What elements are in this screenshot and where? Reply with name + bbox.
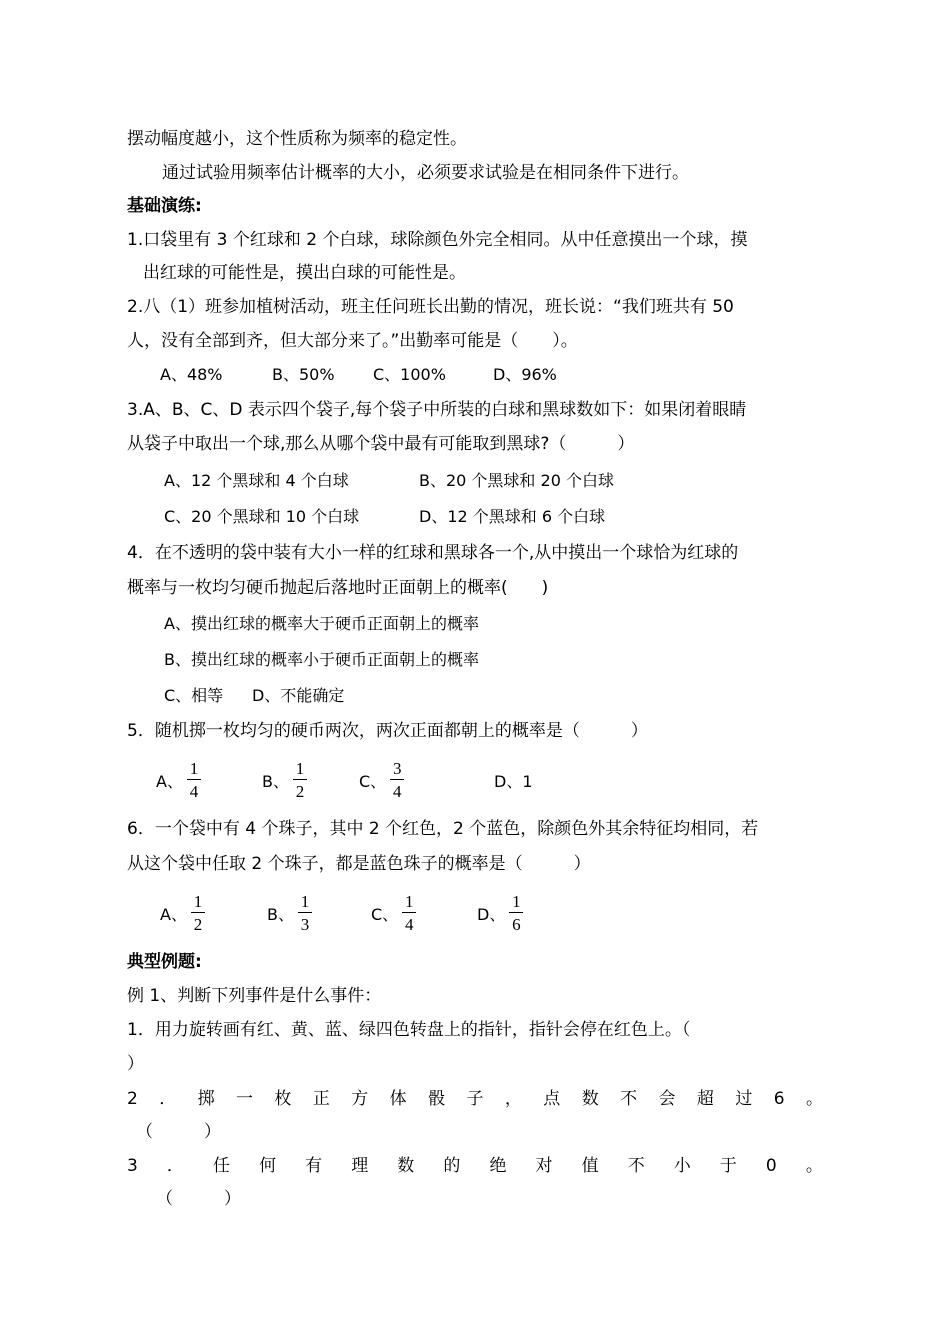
token: 子 (466, 1089, 484, 1109)
token: ， (504, 1089, 522, 1109)
q6-option-c (371, 891, 416, 935)
token: 超 (696, 1089, 714, 1109)
example-item-2-line-2: （ ） (136, 1122, 221, 1142)
q3-line-2: 从袋子中取出一个球,那么从哪个袋中最有可能取到黑球?（ ） (127, 434, 635, 454)
q5-option-a (156, 758, 201, 802)
q5-option-d (494, 758, 533, 802)
numerator: 3 (392, 759, 402, 778)
token: 任 (212, 1156, 230, 1176)
option-label: C、 (371, 904, 399, 924)
option-label: C、 (359, 771, 387, 791)
token: 3 (127, 1156, 138, 1176)
q6-line-2: 从这个袋中任取 2 个珠子，都是蓝色珠子的概率是（ ） (127, 854, 591, 874)
token: 2 (127, 1089, 138, 1109)
basics-heading: 基础演练: (127, 196, 202, 216)
option-label: B、 (267, 904, 294, 924)
q2-option-b: B、50% (272, 365, 335, 384)
token: 不 (627, 1156, 645, 1176)
q6-option-d (477, 891, 523, 935)
denominator: 4 (392, 782, 402, 801)
token: 理 (351, 1156, 369, 1176)
denominator: 4 (189, 782, 199, 801)
fraction (509, 892, 523, 934)
q4-option-a: A、摸出红球的概率大于硬币正面朝上的概率 (164, 614, 479, 633)
denominator: 2 (193, 915, 203, 934)
q3-option-a: A、12 个黑球和 4 个白球 (164, 471, 349, 490)
example-item-3-line-2: （ ） (156, 1189, 241, 1209)
denominator: 6 (512, 915, 521, 934)
token: 值 (581, 1156, 599, 1176)
numerator: 1 (295, 759, 305, 778)
q4-option-d: D、不能确定 (252, 686, 345, 705)
token: 数 (581, 1089, 599, 1109)
numerator: 1 (512, 892, 521, 911)
q4-line-1: 4．在不透明的袋中装有大小一样的红球和黑球各一个,从中摸出一个球恰为红球的 (127, 543, 739, 563)
q1-line-1: 1.口袋里有 3 个红球和 2 个白球，球除颜色外完全相同。从中任意摸出一个球，摸 (127, 230, 748, 250)
token: 的 (443, 1156, 461, 1176)
numerator: 1 (300, 892, 310, 911)
token: 0 (765, 1156, 777, 1176)
q4-option-b: B、摸出红球的概率小于硬币正面朝上的概率 (164, 650, 479, 669)
example-item-1-line-1: 1．用力旋转画有红、黄、蓝、绿四色转盘上的指针，指针会停在红色上。（ (127, 1020, 691, 1040)
token: 会 (658, 1089, 676, 1109)
token: 何 (259, 1156, 277, 1176)
option-label: A、 (156, 771, 183, 791)
q5-line-1: 5．随机掷一枚均匀的硬币两次，两次正面都朝上的概率是（ ） (127, 721, 648, 741)
option-label: D、 (477, 904, 506, 924)
intro-line-1: 摆动幅度越小，这个性质称为频率的稳定性。 (127, 129, 467, 149)
token: 点 (543, 1089, 561, 1109)
q2-line-2: 人，没有全部到齐，但大部分来了。”出勤率可能是（ ）。 (127, 331, 578, 351)
token: 过 (735, 1089, 753, 1109)
q3-line-1: 3.A、B、C、D 表示四个袋子,每个袋子中所装的白球和黑球数如下：如果闭着眼睛 (127, 400, 747, 420)
token: 数 (397, 1156, 415, 1176)
q5-option-c (359, 758, 404, 802)
example-item-1-line-2: ） (127, 1054, 144, 1074)
q2-line-1: 2.八（1）班参加植树活动，班主任问班长出勤的情况，班长说：“我们班共有 50 (127, 297, 734, 317)
token: 正 (312, 1089, 330, 1109)
option-label: D、1 (494, 771, 533, 791)
token: 对 (535, 1156, 553, 1176)
token: 于 (719, 1156, 737, 1176)
token: 掷 (197, 1089, 215, 1109)
denominator: 2 (295, 782, 305, 801)
token: 绝 (489, 1156, 507, 1176)
q6-option-b (267, 891, 312, 935)
fraction (191, 892, 205, 934)
token: 骰 (428, 1089, 446, 1109)
token: 。 (805, 1156, 823, 1176)
fraction (390, 759, 404, 801)
token: 方 (351, 1089, 369, 1109)
q3-option-d: D、12 个黑球和 6 个白球 (419, 507, 606, 526)
option-label: B、 (262, 771, 289, 791)
q2-option-c: C、100% (373, 365, 446, 384)
q3-option-c: C、20 个黑球和 10 个白球 (164, 507, 360, 526)
token: 枚 (274, 1089, 292, 1109)
token: ． (159, 1089, 177, 1109)
q4-option-c: C、相等 (164, 686, 224, 705)
numerator: 1 (404, 892, 414, 911)
q2-option-a: A、48% (160, 365, 223, 384)
q5-option-b (262, 758, 307, 802)
token: ． (166, 1156, 184, 1176)
numerator: 1 (189, 759, 199, 778)
fraction (402, 892, 416, 934)
example-1-title: 例 1、判断下列事件是什么事件： (127, 986, 382, 1006)
token: 体 (389, 1089, 407, 1109)
denominator: 3 (300, 915, 310, 934)
token: 6 (773, 1089, 785, 1109)
denominator: 4 (404, 915, 414, 934)
q4-line-2: 概率与一枚均匀硬币抛起后落地时正面朝上的概率( ) (127, 578, 549, 598)
example-item-2-line-1 (127, 1088, 823, 1110)
token: 小 (673, 1156, 691, 1176)
q2-option-d: D、96% (493, 365, 557, 384)
fraction (187, 759, 201, 801)
token: 不 (620, 1089, 638, 1109)
token: 有 (305, 1156, 323, 1176)
option-label: A、 (160, 904, 187, 924)
q6-option-a (160, 891, 205, 935)
intro-line-2: 通过试验用频率估计概率的大小，必须要求试验是在相同条件下进行。 (162, 163, 689, 183)
q6-line-1: 6．一个袋中有 4 个珠子，其中 2 个红色，2 个蓝色，除颜色外其余特征均相同，若 (127, 819, 759, 839)
fraction (293, 759, 307, 801)
token: 一 (236, 1089, 254, 1109)
q3-option-b: B、20 个黑球和 20 个白球 (419, 471, 614, 490)
numerator: 1 (193, 892, 203, 911)
example-item-3-line-1 (127, 1155, 823, 1177)
q1-line-2: 出红球的可能性是，摸出白球的可能性是。 (143, 263, 466, 283)
token: 。 (805, 1089, 823, 1109)
fraction (298, 892, 312, 934)
examples-heading: 典型例题: (127, 952, 202, 972)
